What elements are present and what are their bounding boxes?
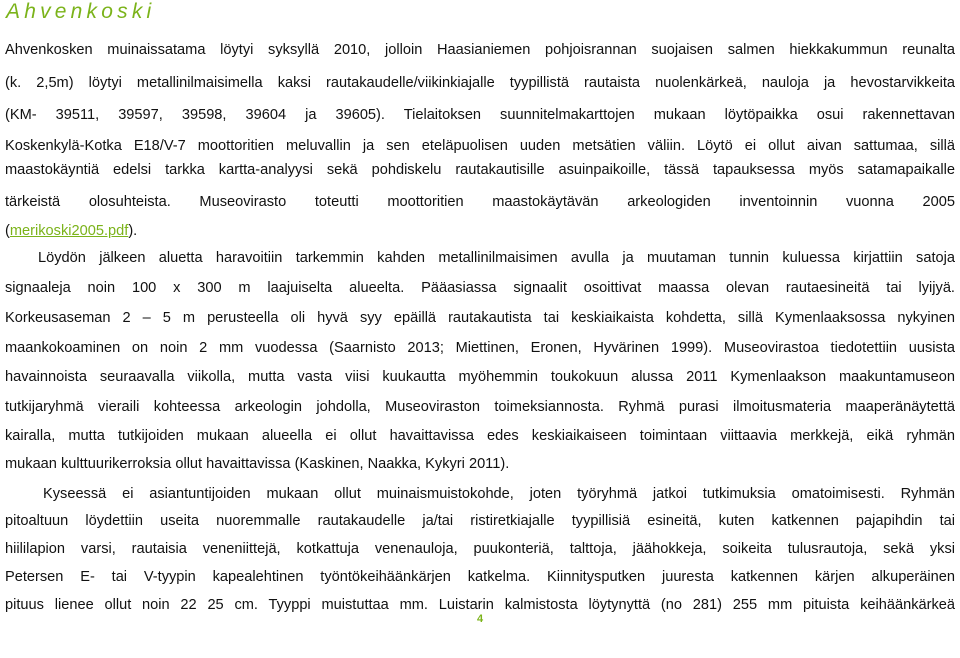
page-number: 4 [476, 613, 484, 625]
link-prefix: ( [5, 223, 10, 239]
paragraph-line: pitoaltuun löydettiin useita nuoremmalle rautakaudelle ja/tai ristiretkiajalle tyypillisiä esineitä, kuten katkennen pajapihdin tai [5, 513, 955, 529]
paragraph-line: kairalla, mutta tutkijoiden mukaan alueella ei ollut havaittavissa edes keskiaikaiseen toimintaan viittaavia merkkejä, eikä ryhmän [5, 428, 955, 444]
paragraph-line: (k. 2,5m) löytyi metallinilmaisimella kaksi rautakaudelle/viikinkiajalle tyypillistä rautaista nuolenkärkeä, nauloja ja hevostarvikkeita [5, 75, 955, 91]
paragraph-line: tärkeistä olosuhteista. Museovirasto toteutti moottoritien maastokäytävän arkeologiden inventoinnin vuonna 2005 [5, 194, 955, 210]
paragraph-line: havainnoista seuraavalla viikolla, mutta vasta viisi kuukautta myöhemmin toukokuun alussa 2011 Kymenlaakson maakuntamuseon [5, 369, 955, 385]
paragraph-line: Kyseessä ei asiantuntijoiden mukaan ollut muinaismuistokohde, joten työryhmä jatkoi tutkimuksia omatoimisesti. Ryhmän [43, 486, 955, 502]
page-title: Ahvenkoski [6, 0, 156, 23]
paragraph-line: Petersen E- tai V-tyypin kapealehtinen työntökeihäänkärjen katkelma. Kiinnitysputken juuresta katkennen kärjen alkuperäinen [5, 569, 955, 585]
paragraph-line: mukaan kulttuurikerroksia ollut havaittavissa (Kaskinen, Naakka, Kykyri 2011). [5, 456, 510, 472]
link-suffix: ). [128, 223, 138, 239]
paragraph-line: tutkijaryhmä vieraili kohteessa arkeologin johdolla, Museoviraston toimeksiannosta. Ryhmä purasi ilmoitusmateria maaperänäytettä [5, 399, 955, 415]
paragraph-line: Ahvenkosken muinaissatama löytyi syksyllä 2010, jolloin Haasianiemen pohjoisrannan suojaisen salmen hiekkakummun reunalta [5, 42, 955, 58]
paragraph-line: hiililapion varsi, rautaisia veneniittejä, kotkattuja venenauloja, puukonteriä, talttoja, jäähokkeja, soikeita tulusrautoja, sekä yksi [5, 541, 955, 557]
paragraph-line: Korkeusaseman 2 – 5 m perusteella oli hyvä syy epäillä rautakautista tai keskiaikaista kohdetta, sillä Kymenlaaksossa nykyinen [5, 310, 955, 326]
paragraph-line: Löydön jälkeen aluetta haravoitiin tarkemmin kahden metallinilmaisimen avulla ja muutaman tunnin kuluessa kirjattiin satoja [38, 250, 955, 266]
paragraph-line: pituus lienee ollut noin 22 25 cm. Tyyppi muistuttaa mm. Luistarin kalmistosta löytynyttä (no 281) 255 mm pituista keihäänkärkeä [5, 597, 955, 613]
paragraph-line: (KM- 39511, 39597, 39598, 39604 ja 39605). Tielaitoksen suunnitelmakarttojen mukaan löytöpaikka osui rakennettavan [5, 107, 955, 123]
paragraph-line: maankokoaminen on noin 2 mm vuodessa (Saarnisto 2013; Miettinen, Eronen, Hyvärinen 1999). Museovirastoa tiedotettiin uusista [5, 340, 955, 356]
paragraph-line: maastokäyntiä edelsi tarkka kartta-analyysi sekä pohdiskelu rautakautisille asuinpaikoille, tässä tapauksessa myös satamapaikalle [5, 162, 955, 178]
merikoski-pdf-link[interactable]: merikoski2005.pdf [9, 223, 129, 239]
paragraph-line: Koskenkylä-Kotka E18/V-7 moottoritien meluvallin ja sen eteläpuolisen uuden metsätien väliin. Löytö ei ollut aivan sattumaa, sillä [5, 138, 955, 154]
paragraph-line [5, 221, 955, 241]
paragraph-line: signaaleja noin 100 x 300 m laajuiselta alueelta. Pääasiassa signaalit osoittivat maassa olevan rautaesineitä tai lyijyä. [5, 280, 955, 296]
